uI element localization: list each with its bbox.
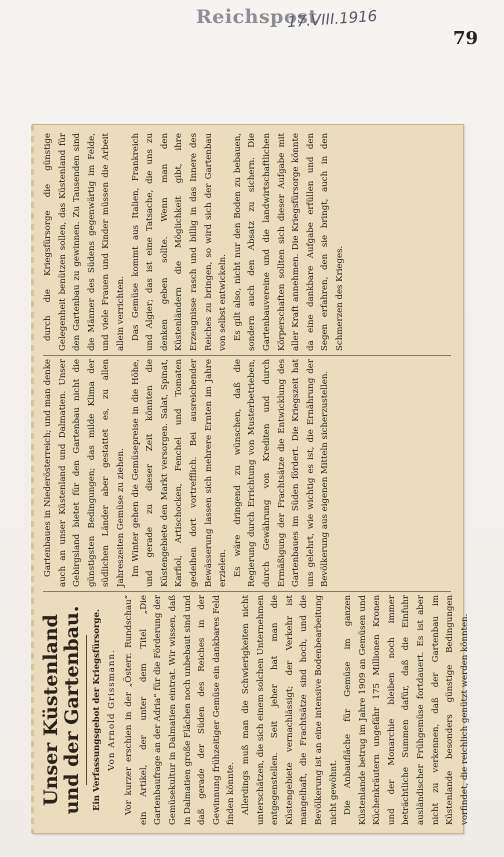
article-title: Unser Küstenland und der Gartenbau. xyxy=(40,605,83,815)
paragraph: Es gilt also, nicht nur den Boden zu bebauen, sondern auch den Absatz zu sichern. Die Gartenbauvereine und die landwirtschaftlichen Körperschaften sollten sich dieser Aufgabe mit aller Kraft annehmen. Die Kriegsfürsorge könnte da eine dankbare Aufgabe erfüllen und den Segen erfahren, den sie bringt, auch in den Schmerzen des Krieges. xyxy=(232,133,345,351)
paragraph: Vor kurzer erschien in der „Österr. Rundschau“ ein Artikel, der unter dem Titel „Die Gartenbaufrage an der Adria“ für die Förderung der Gemüsekultur in Dalmatien eintrat. Wir wissen, daß in Dalmatien große Flächen noch unbebaut sind und daß gerade der Süden des Reiches in der Gewinnung frühzeitiger Gemüse ein dankbares Feld finden könnte. xyxy=(124,595,237,825)
title-rule xyxy=(86,635,87,785)
paragraph: Es wäre dringend zu wünschen, daß die Regierung durch Errichtung von Musterbetrieben, durch Gewährung von Krediten und durch Ermäßigung der Frachtsätze die Entwicklung des Gartenbaues im Süden fördert. Die Kriegszeit hat uns gelehrt, wie wichtig es ist, die Ernährung der Bevölkerung aus eigenen Mitteln sicherzustellen. xyxy=(232,359,331,587)
paragraph: Gartenbaues in Niederösterreich; und man denke auch an unser Küstenland und Dalmatien. Unser Gebirgsland bietet für den Gartenbau nicht die günstigsten Bedingungen; das milde Klima der südlichen Länder aber gestattet es, zu allen Jahreszeiten Gemüse zu ziehen. xyxy=(43,359,126,587)
paragraph: Das Gemüse kommt aus Italien, Frankreich und Algier; das ist eine Tatsache, die uns zu denken geben sollte. Wenn man den Küstenländern die Möglichkeit gibt, ihre Erzeugnisse rasch und billig in das Innere des Reiches zu bringen, so wird sich der Gartenbau von selbst entwickeln. xyxy=(130,133,229,351)
page-number: 79 xyxy=(453,28,479,49)
paragraph: Im Winter gehen die Gemüsepreise in die Höhe, und gerade zu dieser Zeit könnten die Küstengebiete den Markt versorgen. Salat, Spinat, Karfiol, Artischocken, Fenchel und Tomaten gedeihen dort vortrefflich. Bei ausreichender Bewässerung lassen sich mehrere Ernten im Jahre erzielen. xyxy=(130,359,229,587)
rotated-article xyxy=(33,125,470,833)
article-column-1 xyxy=(40,595,470,825)
column-divider xyxy=(43,591,451,592)
column-divider xyxy=(43,355,451,356)
article-column-2 xyxy=(41,359,453,587)
paragraph: durch die Kriegsfürsorge die günstige Gelegenheit benützen sollen, das Küstenland für den Gartenbau zu gewinnen. Zu Tausenden sind die Männer des Südens gegenwärtig im Felde, und viele Frauen und Kinder müssen die Arbeit allein verrichten. xyxy=(43,133,126,351)
paragraph: Die Anbaufläche für Gemüse im ganzen Küstenlande betrug im Jahre 1909 an Gemüsen und Küchenkräutern ungefähr 175 Millionen Kronen und der Monarchie bleiben noch immer beträchtliche Summen dafür, daß die Einfuhr ausländischer Frühgemüse fortdauert. Es ist aber nicht zu verkennen, daß der Gartenbau im Küstenlande besonders günstige Bedingungen vorfindet, die reichlich genützt werden könnten. xyxy=(343,595,470,825)
paragraph: Allerdings muß man die Schwierigkeiten nicht unterschätzen, die sich einem solchen Unternehmen entgegenstellen. Seit jeher hat man die Küstengebiete vernachlässigt; der Verkehr ist mangelhaft, die Frachtsätze sind hoch, und die Bevölkerung ist an eine intensive Bodenbearbeitung nicht gewöhnt. xyxy=(240,595,339,825)
article-column-3 xyxy=(41,133,453,351)
newspaper-clipping xyxy=(32,124,470,834)
handwritten-date: 17.VIII.1916 xyxy=(286,6,378,32)
article-byline: Von Arnold Grissmann. xyxy=(106,649,117,771)
article-subtitle: Ein Verfassungsgebot der Kriegsfürsorge. xyxy=(92,609,102,812)
newspaper-stamp: Reichspost xyxy=(196,6,318,28)
